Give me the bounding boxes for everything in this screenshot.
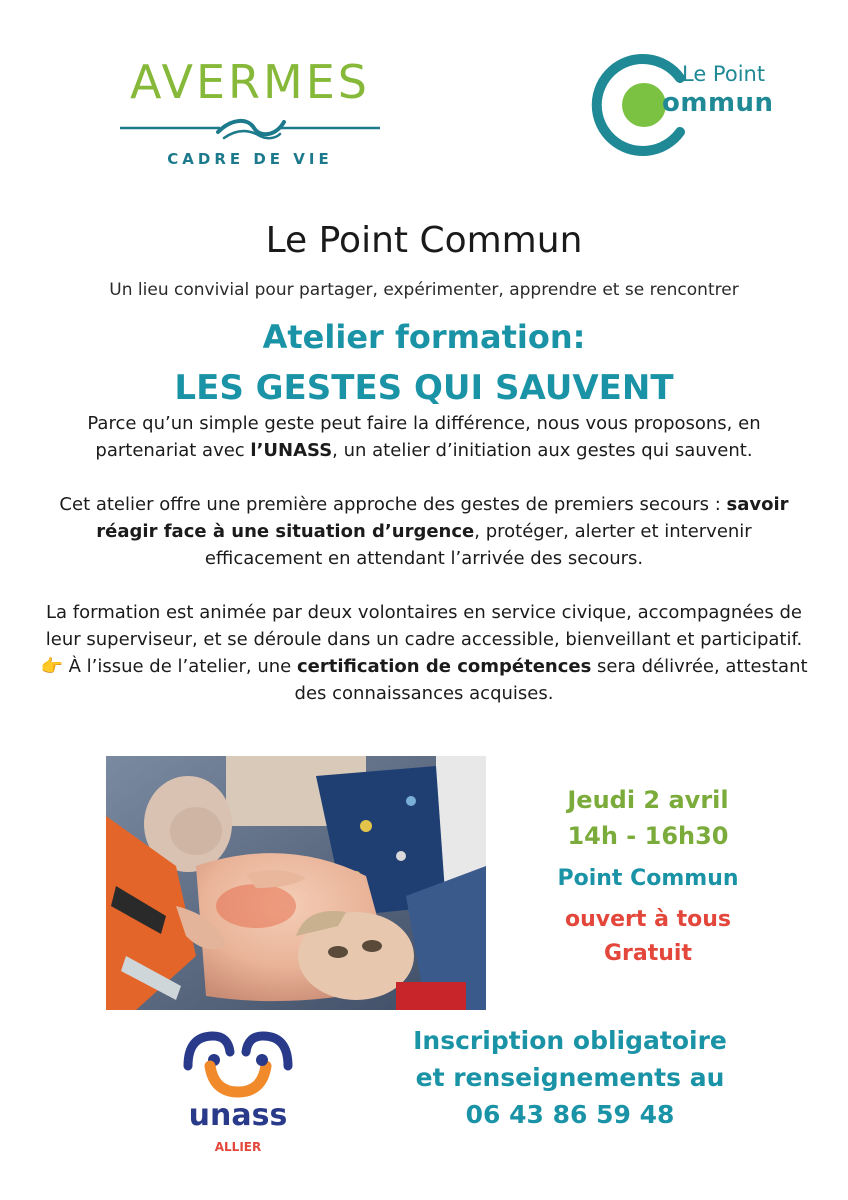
event-open: ouvert à tous	[565, 907, 731, 932]
event-price: Gratuit	[604, 941, 692, 966]
inscription-block	[370, 1022, 770, 1133]
event-time: 14h - 16h30	[567, 822, 729, 850]
description-paragraph-2: Cet atelier offre une première approche des gestes de premiers secours : savoir réagir face à une situation d’urgence, protéger, alerter et intervenir efficacement en attendant l’arrivée des secours.	[59, 494, 789, 569]
avermes-wave-icon	[120, 116, 380, 146]
point-commun-logo-top: Le Point	[682, 62, 766, 86]
description-paragraph-1: Parce qu’un simple geste peut faire la différence, nous vous proposons, en partenariat avec l’UNASS, un atelier d’initiation aux gestes qui sauvent.	[87, 413, 761, 461]
phone-number[interactable]: 06 43 86 59 48	[465, 1100, 675, 1129]
avermes-logo-word: AVERMES	[130, 55, 370, 109]
atelier-heading: Atelier formation:	[262, 318, 586, 356]
unass-logo-word: unass	[188, 1098, 288, 1133]
pointing-hand-icon: 👉	[40, 656, 63, 677]
event-info	[490, 782, 806, 971]
first-aid-photo-illustration	[106, 756, 486, 1010]
avermes-logo	[110, 56, 390, 176]
unass-mention: l’UNASS	[250, 440, 333, 461]
point-commun-logo	[588, 50, 788, 160]
page-title: Le Point Commun	[265, 220, 583, 261]
unass-logo	[168, 1026, 308, 1160]
first-aid-training-photo	[106, 756, 486, 1010]
page-subtitle: Un lieu convivial pour partager, expérimenter, apprendre et se rencontrer	[109, 280, 739, 300]
description-paragraph-3: La formation est animée par deux volontaires en service civique, accompagnées de leur superviseur, et se déroule dans un cadre accessible, bienveillant et participatif. 👉 À l’issue de l’atelier, une certification de compétences sera délivrée, attestant des connaissances acquises.	[40, 602, 808, 704]
unass-logo-sub: ALLIER	[214, 1140, 262, 1154]
event-place: Point Commun	[557, 866, 739, 891]
event-date: Jeudi 2 avril	[567, 786, 729, 814]
atelier-title: LES GESTES QUI SAUVENT	[174, 368, 674, 408]
unass-emblem-icon	[168, 1026, 308, 1098]
description	[40, 410, 808, 707]
certification-highlight: certification de compétences	[296, 656, 592, 677]
inscription-line-2: et renseignements au	[415, 1063, 725, 1092]
emergency-highlight: savoir réagir face à une situation d’urgence	[96, 494, 789, 542]
avermes-logo-tagline: CADRE DE VIE	[167, 150, 333, 168]
inscription-line-1: Inscription obligatoire	[413, 1026, 727, 1055]
point-commun-logo-bottom: ommun	[662, 88, 774, 118]
